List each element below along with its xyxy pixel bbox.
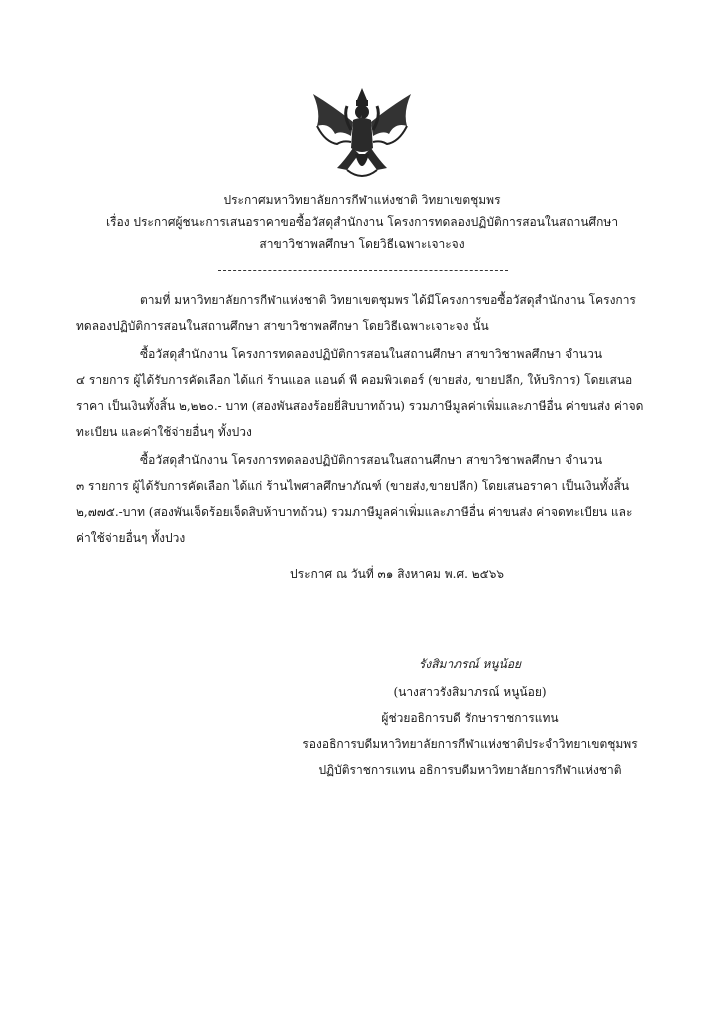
signatory-position-1: ผู้ช่วยอธิการบดี รักษาราชการแทน (381, 711, 559, 725)
paragraph-1-line-1: ซื้อวัสดุสำนักงาน โครงการทดลองปฏิบัติการสอนในสถานศึกษา สาขาวิชาพลศึกษา จำนวน (140, 347, 603, 361)
announcement-date: ประกาศ ณ วันที่ ๓๑ สิงหาคม พ.ศ. ๒๕๖๖ (290, 567, 504, 581)
signatory-position-2: รองอธิการบดีมหาวิทยาลัยการกีฬาแห่งชาติประจำวิทยาเขตชุมพร (302, 737, 638, 751)
handwritten-signature: รังสิมาภรณ์ หนูน้อย (418, 657, 522, 671)
signatory-position-3: ปฏิบัติราชการแทน อธิการบดีมหาวิทยาลัยการกีฬาแห่งชาติ (318, 763, 622, 777)
paragraph-2-line-3: ๒,๗๗๕.-บาท (สองพันเจ็ดร้อยเจ็ดสิบห้าบาทถ้วน) รวมภาษีมูลค่าเพิ่มและภาษีอื่น ค่าขนส่ง ค่าจดทะเบียน และ (76, 505, 633, 519)
paragraph-1-line-2: ๔ รายการ ผู้ได้รับการคัดเลือก ได้แก่ ร้านแอล แอนด์ พี คอมพิวเตอร์ (ขายส่ง, ขายปลีก, ให้บริการ) โดยเสนอ (76, 373, 633, 387)
intro-line-1: ตามที่ มหาวิทยาลัยการกีฬาแห่งชาติ วิทยาเขตชุมพร ได้มีโครงการขอซื้อวัสดุสำนักงาน โครงการ (140, 293, 636, 307)
signatory-name: (นางสาวรังสิมาภรณ์ หนูน้อย) (393, 685, 547, 699)
intro-line-2: ทดลองปฏิบัติการสอนในสถานศึกษา สาขาวิชาพลศึกษา โดยวิธีเฉพาะเจาะจง นั้น (76, 319, 489, 333)
agency-title: ประกาศมหาวิทยาลัยการกีฬาแห่งชาติ วิทยาเขตชุมพร (223, 193, 501, 207)
paragraph-2-line-4: ค่าใช้จ่ายอื่นๆ ทั้งปวง (76, 531, 186, 545)
garuda-emblem-icon (307, 86, 417, 182)
header-divider (218, 270, 508, 271)
subject-line-2: สาขาวิชาพลศึกษา โดยวิธีเฉพาะเจาะจง (259, 237, 465, 251)
paragraph-1-line-3: ราคา เป็นเงินทั้งสิ้น ๒,๒๒๐.- บาท (สองพันสองร้อยยี่สิบบาทถ้วน) รวมภาษีมูลค่าเพิ่มและภาษีอื่น ค่าขนส่ง ค่าจด (76, 399, 644, 413)
paragraph-2-line-1: ซื้อวัสดุสำนักงาน โครงการทดลองปฏิบัติการสอนในสถานศึกษา สาขาวิชาพลศึกษา จำนวน (140, 453, 603, 467)
paragraph-2-line-2: ๓ รายการ ผู้ได้รับการคัดเลือก ได้แก่ ร้านไพศาลศึกษาภัณฑ์ (ขายส่ง,ขายปลีก) โดยเสนอราคา เป็นเงินทั้งสิ้น (76, 479, 630, 493)
paragraph-1-line-4: ทะเบียน และค่าใช้จ่ายอื่นๆ ทั้งปวง (76, 425, 252, 439)
subject-line: เรื่อง ประกาศผู้ชนะการเสนอราคาขอซื้อวัสดุสำนักงาน โครงการทดลองปฏิบัติการสอนในสถานศึกษา (105, 215, 619, 229)
